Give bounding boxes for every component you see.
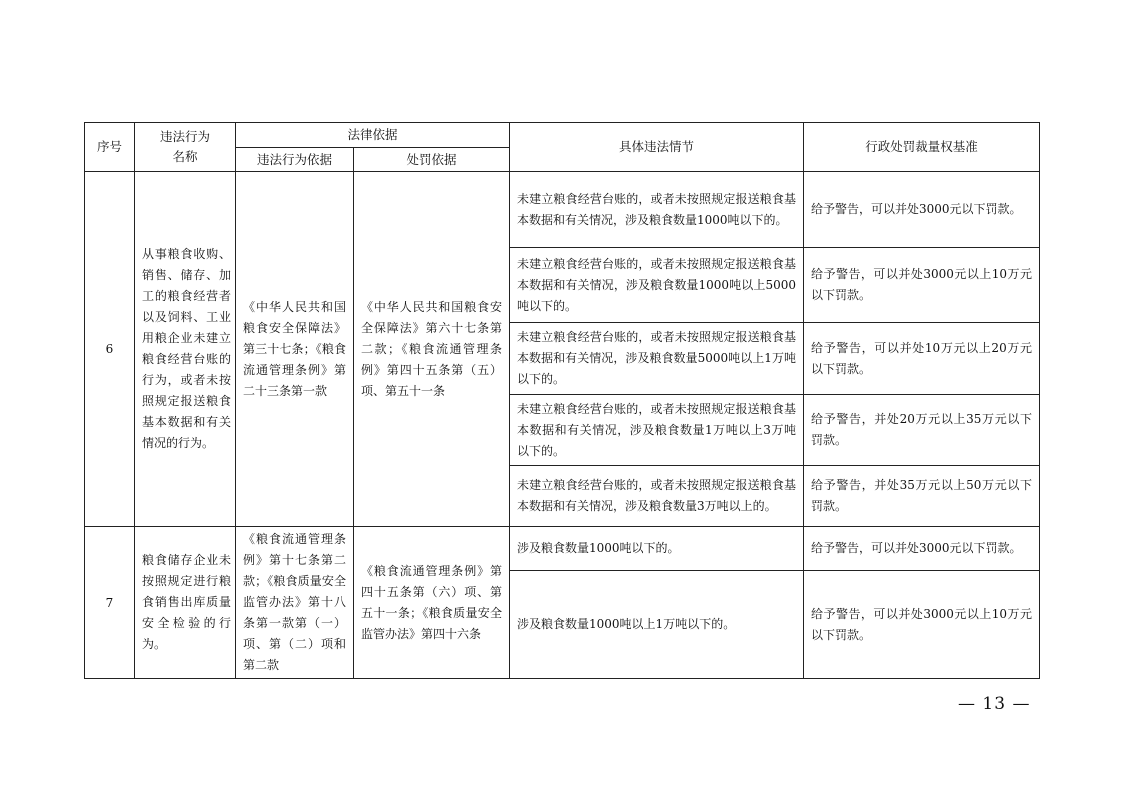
header-row-1 xyxy=(85,123,1040,148)
table-row xyxy=(85,172,1040,248)
circumstance-cell: 未建立粮食经营台账的，或者未按照规定报送粮食基本数据和有关情况，涉及粮食数量3万吨以上的。 xyxy=(510,466,804,527)
circumstance-cell: 未建立粮食经营台账的，或者未按照规定报送粮食基本数据和有关情况，涉及粮食数量1000吨以上5000吨以下的。 xyxy=(510,248,804,323)
standard-cell: 给予警告，可以并处3000元以下罚款。 xyxy=(804,172,1040,248)
penalty-standards-table xyxy=(84,122,1040,679)
header-act-name-line2: 名称 xyxy=(172,149,198,164)
violation-name: 粮食储存企业未按照规定进行粮食销售出库质量安全检验的行为。 xyxy=(135,527,236,679)
header-act-name-line1: 违法行为 xyxy=(159,129,210,144)
circumstance-cell: 未建立粮食经营台账的，或者未按照规定报送粮食基本数据和有关情况，涉及粮食数量1000吨以下的。 xyxy=(510,172,804,248)
table-row xyxy=(85,527,1040,571)
violation-basis: 《中华人民共和国粮食安全保障法》第三十七条；《粮食流通管理条例》第二十三条第一款 xyxy=(236,172,354,527)
row-seq: 6 xyxy=(85,172,135,527)
violation-name: 从事粮食收购、销售、储存、加工的粮食经营者以及饲料、工业用粮企业未建立粮食经营台账的行为，或者未按照规定报送粮食基本数据和有关情况的行为。 xyxy=(135,172,236,527)
header-seq: 序号 xyxy=(85,123,135,172)
standard-cell: 给予警告，可以并处3000元以下罚款。 xyxy=(804,527,1040,571)
standard-cell: 给予警告，可以并处10万元以上20万元以下罚款。 xyxy=(804,323,1040,395)
header-violation-basis: 违法行为依据 xyxy=(236,148,354,172)
header-penalty-basis: 处罚依据 xyxy=(354,148,510,172)
standard-cell: 给予警告，可以并处3000元以上10万元以下罚款。 xyxy=(804,571,1040,679)
circumstance-cell: 未建立粮食经营台账的，或者未按照规定报送粮食基本数据和有关情况，涉及粮食数量5000吨以上1万吨以下的。 xyxy=(510,323,804,395)
header-circumstances: 具体违法情节 xyxy=(510,123,804,172)
header-standard: 行政处罚裁量权基准 xyxy=(804,123,1040,172)
header-legal-basis: 法律依据 xyxy=(236,123,510,148)
standard-cell: 给予警告，并处35万元以上50万元以下罚款。 xyxy=(804,466,1040,527)
standard-cell: 给予警告，并处20万元以上35万元以下罚款。 xyxy=(804,395,1040,466)
circumstance-cell: 涉及粮食数量1000吨以上1万吨以下的。 xyxy=(510,571,804,679)
penalty-basis: 《中华人民共和国粮食安全保障法》第六十七条第二款；《粮食流通管理条例》第四十五条第（五）项、第五十一条 xyxy=(354,172,510,527)
row-seq: 7 xyxy=(85,527,135,679)
violation-basis: 《粮食流通管理条例》第十七条第二款；《粮食质量安全监管办法》第十八条第一款第（一）项、第（二）项和第二款 xyxy=(236,527,354,679)
circumstance-cell: 涉及粮食数量1000吨以下的。 xyxy=(510,527,804,571)
page-number: — 13 — xyxy=(958,694,1031,714)
header-act-name xyxy=(135,123,236,172)
standard-cell: 给予警告，可以并处3000元以上10万元以下罚款。 xyxy=(804,248,1040,323)
circumstance-cell: 未建立粮食经营台账的，或者未按照规定报送粮食基本数据和有关情况，涉及粮食数量1万吨以上3万吨以下的。 xyxy=(510,395,804,466)
penalty-basis: 《粮食流通管理条例》第四十五条第（六）项、第五十一条；《粮食质量安全监管办法》第四十六条 xyxy=(354,527,510,679)
